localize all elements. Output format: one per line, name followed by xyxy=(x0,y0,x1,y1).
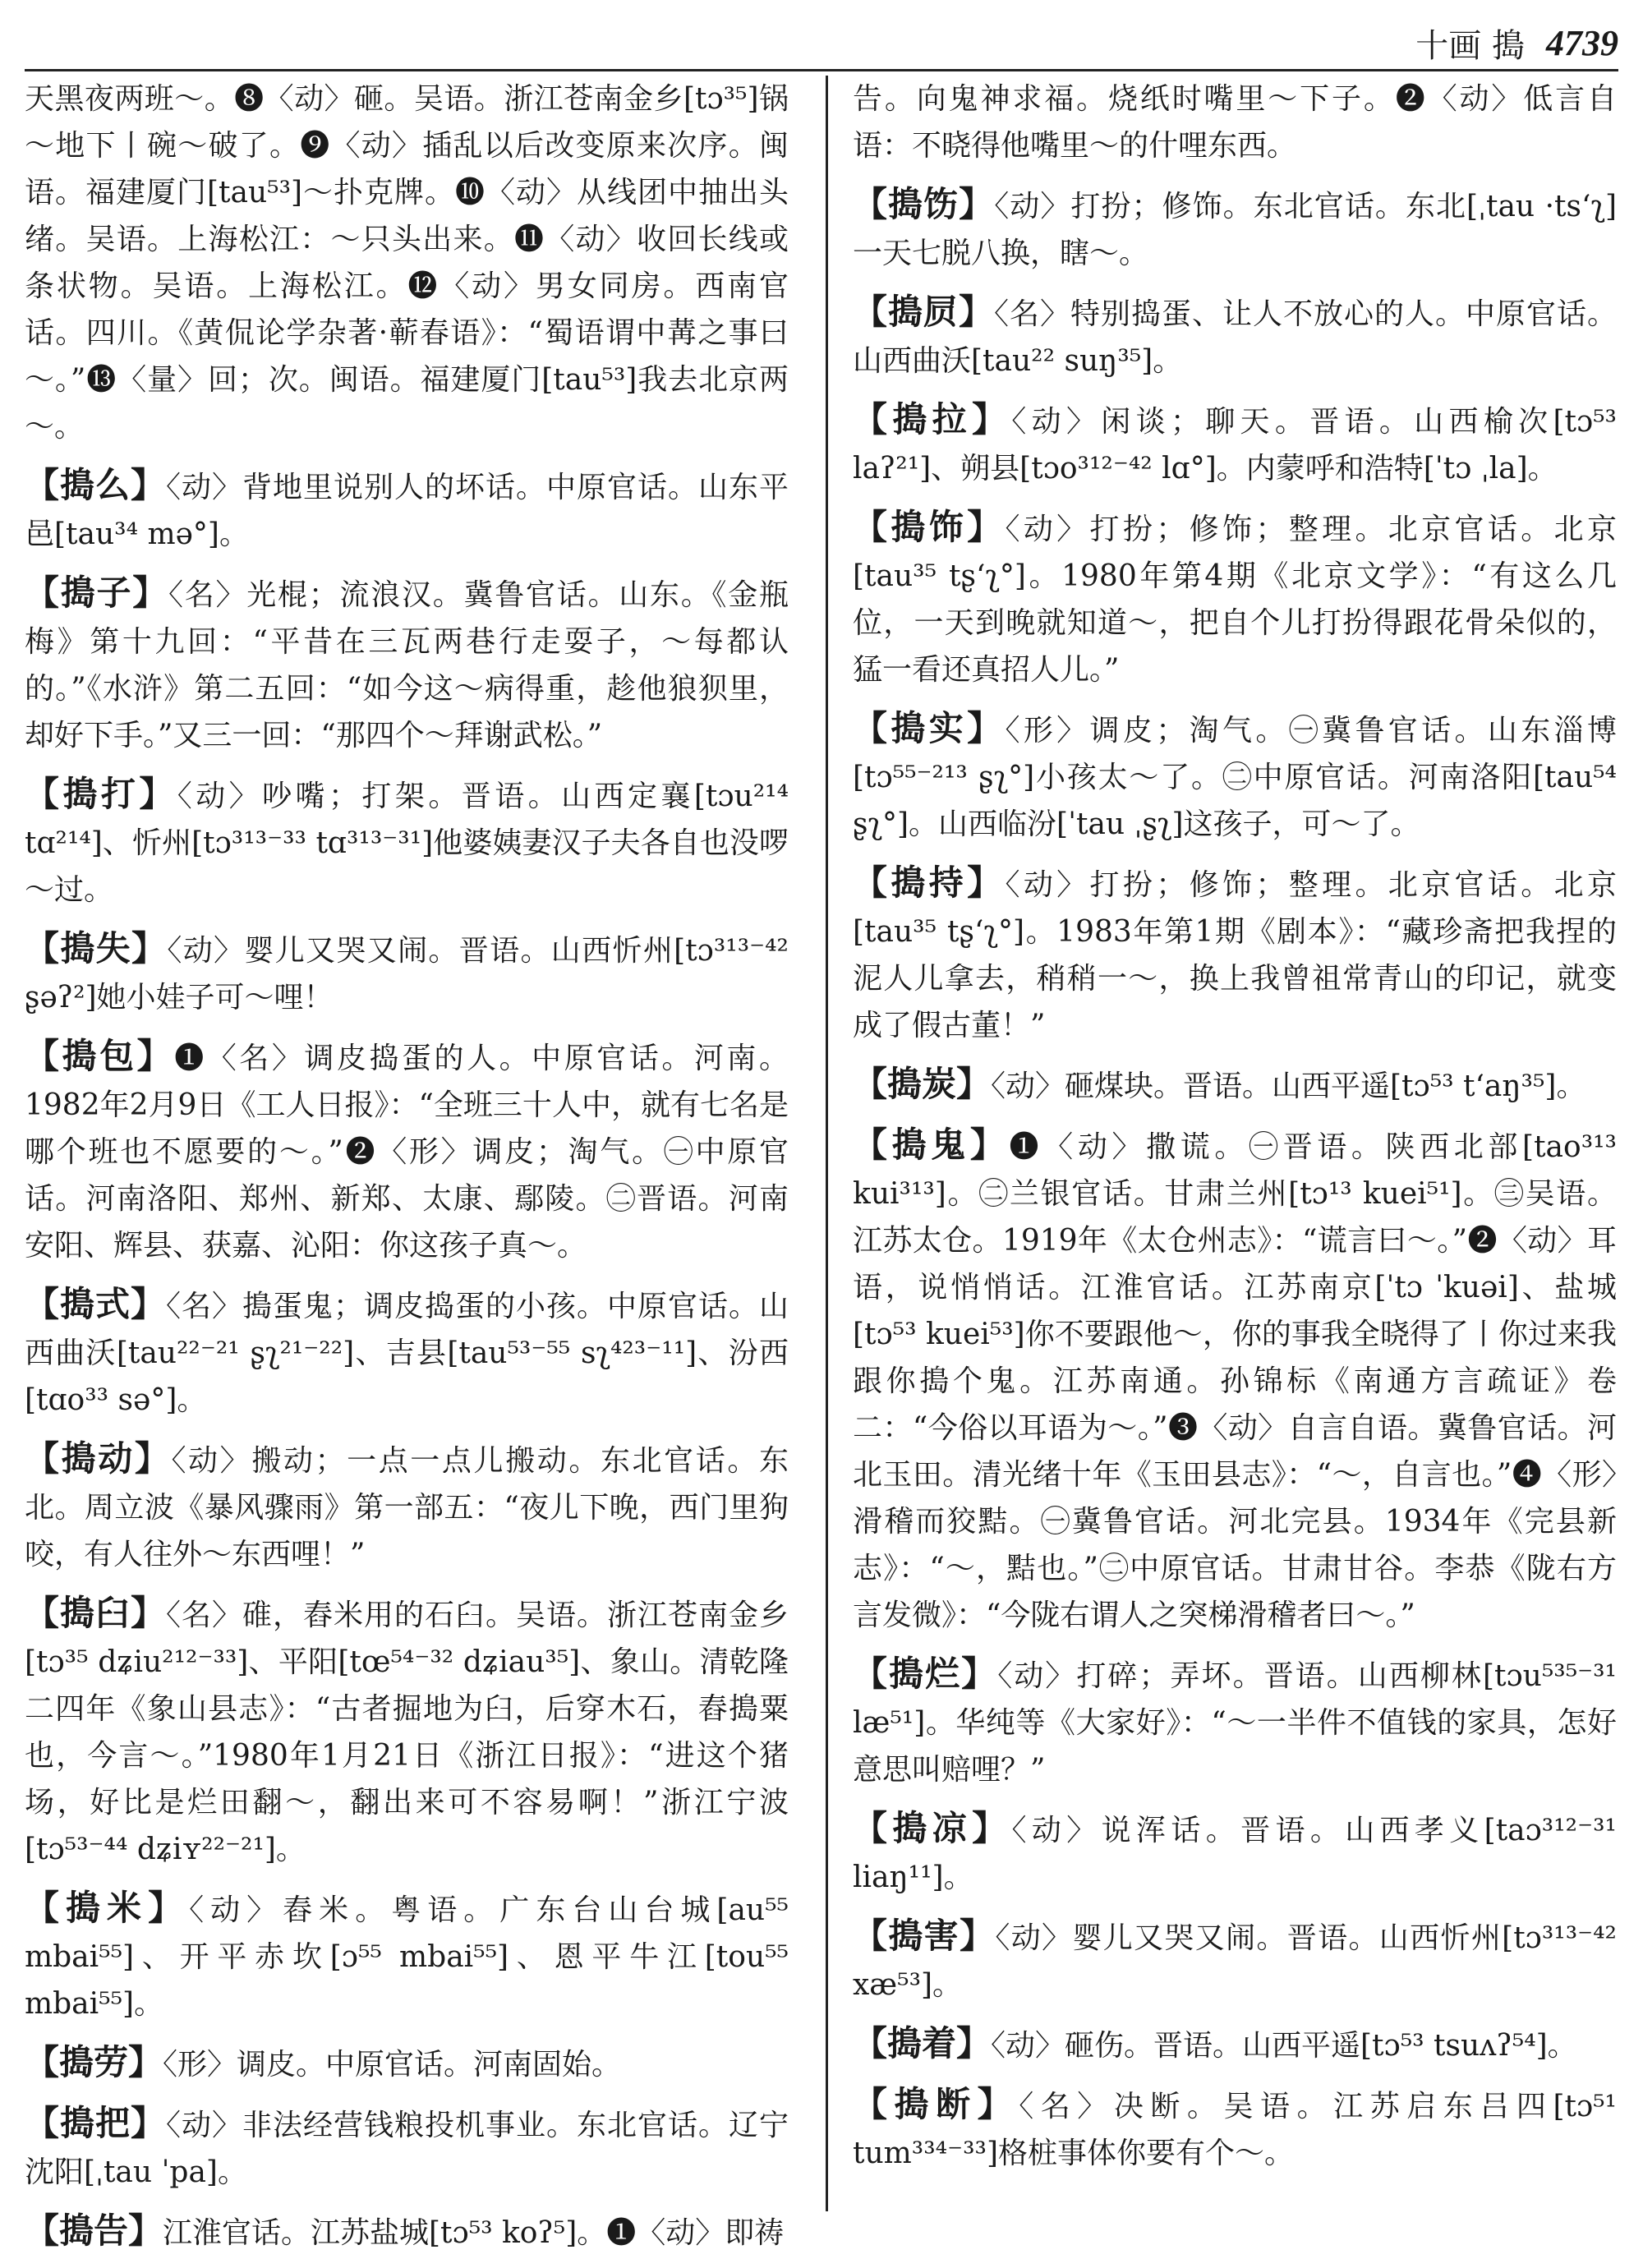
dictionary-entry xyxy=(25,2100,789,2196)
entry-text xyxy=(853,181,1617,277)
entry-headword: 【搗持】 xyxy=(853,863,1006,903)
dictionary-entry xyxy=(853,2081,1617,2177)
entry-text xyxy=(853,396,1617,492)
entry-headword: 【搗子】 xyxy=(25,573,168,613)
entry-headword: 【搗烂】 xyxy=(853,1654,998,1694)
entry-headword: 【搗臼】 xyxy=(25,1593,166,1633)
dictionary-entry xyxy=(853,2020,1617,2069)
entry-headword: 【搗害】 xyxy=(853,1916,996,1956)
dictionary-entry xyxy=(853,705,1617,848)
entry-definition: 〈名〉光棍；流浪汉。冀鲁官话。山东。《金瓶梅》第十九回：“平昔在三瓦两巷行走耍子，～每都认的。”《水浒》第二五回：“如今这～病得重，趁他狼狈里，却好下手。”又三一回：“那四个～拜谢武松。” xyxy=(25,578,789,752)
dictionary-entry xyxy=(853,181,1617,277)
header-title: 十画 搗 xyxy=(1415,26,1525,65)
dictionary-entry xyxy=(25,2207,789,2256)
entry-text xyxy=(853,1060,1617,1110)
entry-definition: 〈名〉特别捣蛋、让人不放心的人。中原官话。山西曲沃[tau²² suŋ³⁵]。 xyxy=(853,297,1617,378)
dictionary-entry xyxy=(853,288,1617,384)
entry-definition: 〈动〉吵嘴；打架。晋语。山西定襄[tɔu²¹⁴ tɑ²¹⁴]、忻州[tɔ³¹³⁻³³ tɑ³¹³⁻³¹]他婆姨妻汉子夫各自也没啰～过。 xyxy=(25,780,789,907)
entry-definition: 〈动〉婴儿又哭又闹。晋语。山西忻州[tɔ³¹³⁻⁴² xæ⁵³]。 xyxy=(853,1921,1617,2002)
dictionary-entry xyxy=(25,1589,789,1873)
entry-definition: 〈动〉打扮；修饰；整理。北京官话。北京[tau³⁵ tʂʻʅ°]。1983年第1期《剧本》：“藏珍斋把我捏的泥人儿拿去，稍稍一～，换上我曾祖常青山的印记，就变成了假古董！” xyxy=(853,868,1617,1042)
entry-definition: 〈动〉婴儿又哭又闹。晋语。山西忻州[tɔ³¹³⁻⁴² ʂəʔ²]她小娃子可～哩！ xyxy=(25,934,789,1014)
dictionary-entry xyxy=(853,1121,1617,1639)
entry-headword: 【搗把】 xyxy=(25,2103,166,2143)
dictionary-entry xyxy=(853,1805,1617,1901)
dictionary-entry xyxy=(853,396,1617,492)
dictionary-entry xyxy=(853,1912,1617,2008)
entry-headword: 【搗米】 xyxy=(25,1888,190,1928)
left-entry-list xyxy=(25,462,789,2256)
entry-text xyxy=(853,288,1617,384)
entry-text xyxy=(853,859,1617,1049)
entry-definition: 〈动〉说浑话。晋语。山西孝义[taɔ³¹²⁻³¹ liaŋ¹¹]。 xyxy=(853,1814,1617,1894)
entry-definition: 〈动〉打扮；修饰；整理。北京官话。北京[tau³⁵ tʂʻʅ°]。1980年第4期《北京文学》：“有这么几位，一天到晚就知道～，把自个儿打扮得跟花骨朵似的，猛一看还真招人儿。” xyxy=(853,513,1617,687)
entry-headword: 【搗炭】 xyxy=(853,1064,992,1104)
right-entry-list xyxy=(853,181,1617,2177)
entry-definition: 〈动〉打碎；弄坏。晋语。山西柳林[tɔu⁵³⁵⁻³¹ læ⁵¹]。华纯等《大家好》：“～一半件不值钱的家具，怎好意思叫赔哩？” xyxy=(853,1659,1617,1787)
entry-definition: 〈动〉非法经营钱粮投机事业。东北官话。辽宁沈阳[ˌtau ˈpa]。 xyxy=(25,2109,789,2189)
entry-definition: ❶〈动〉撒谎。㊀晋语。陕西北部[tao³¹³ kui³¹³]。㊁兰银官话。甘肃兰州[tɔ¹³ kuei⁵¹]。㊂吴语。江苏太仓。1919年《太仓州志》：“谎言曰～。”❷〈动〉耳语，说悄悄话。江淮官话。江苏南京[ˈtɔ ˈkuəi]、盐城[tɔ⁵³ kuei⁵³]你不要跟他～，你的事我全晓得了丨你过来我跟你搗个鬼。江苏南通。孙锦标《南通方言疏证》卷二：“今俗以耳语为～。”❸〈动〉自言自语。冀鲁官话。河北玉田。清光绪十年《玉田县志》：“～，自言也。”❹〈形〉滑稽而狡黠。㊀冀鲁官话。河北完县。1934年《完县新志》：“～，黠也。”㊁中原官话。甘肃甘谷。李恭《陇右方言发微》：“今陇右谓人之突梯滑稽者曰～。” xyxy=(853,1130,1617,1632)
entry-headword: 【搗包】 xyxy=(25,1036,175,1076)
entry-text xyxy=(25,2207,789,2256)
entry-definition: 〈动〉砸伤。晋语。山西平遥[tɔ⁵³ tsuʌʔ⁵⁴]。 xyxy=(991,2029,1577,2063)
dictionary-entry xyxy=(853,504,1617,693)
page-number: 4739 xyxy=(1546,22,1618,63)
dictionary-entry xyxy=(25,1033,789,1269)
entry-text xyxy=(25,1884,789,2027)
dictionary-entry xyxy=(853,1650,1617,1793)
entry-text xyxy=(853,1121,1617,1639)
entry-definition: 〈名〉搗蛋鬼；调皮捣蛋的小孩。中原官话。山西曲沃[tau²²⁻²¹ ʂʅ²¹⁻²²]、吉县[tau⁵³⁻⁵⁵ sʅ⁴²³⁻¹¹]、汾西[tɑo³³ sə°]。 xyxy=(25,1290,789,1417)
entry-headword: 【搗失】 xyxy=(25,928,168,968)
entry-definition: ❶〈名〉调皮捣蛋的人。中原官话。河南。1982年2月9日《工人日报》：“全班三十人中，就有七名是哪个班也不愿要的～。”❷〈形〉调皮；淘气。㊀中原官话。河南洛阳、郑州、新郑、太康、鄢陵。㊁晋语。河南安阳、辉县、获嘉、沁阳：你这孩子真～。 xyxy=(25,1042,789,1263)
entry-text xyxy=(25,2039,789,2088)
entry-text xyxy=(853,2081,1617,2177)
entry-headword: 【搗么】 xyxy=(25,465,166,505)
entry-text xyxy=(25,1281,789,1424)
entry-definition: 〈动〉背地里说别人的坏话。中原官话。山东平邑[tau³⁴ mə°]。 xyxy=(25,471,789,551)
entry-definition: 〈动〉闲谈；聊天。晋语。山西榆次[tɔ⁵³ laʔ²¹]、朔县[tɔo³¹²⁻⁴² lɑ°]。内蒙呼和浩特[ˈtɔ ˌla]。 xyxy=(853,405,1617,485)
entry-text xyxy=(25,1033,789,1269)
entry-text xyxy=(853,705,1617,848)
right-continuation-text: 告。向鬼神求福。烧纸时嘴里～下子。❷〈动〉低言自语：不晓得他嘴里～的什哩东西。 xyxy=(853,82,1617,163)
entry-definition: 〈名〉碓，舂米用的石臼。吴语。浙江苍南金乡[tɔ³⁵ dʑiu²¹²⁻³³]、平阳[tœ⁵⁴⁻³² dʑiau³⁵]、象山。清乾隆二四年《象山县志》：“古者掘地为臼，后穿木石，舂搗粟也，今言～。”1980年1月21日《浙江日报》：“进这个猪场，好比是烂田翻～，翻出来可不容易啊！”浙江宁波[tɔ⁵³⁻⁴⁴ dʑiʏ²²⁻²¹]。 xyxy=(25,1599,789,1866)
entry-definition: 〈动〉砸煤块。晋语。山西平遥[tɔ⁵³ tʻaŋ³⁵]。 xyxy=(991,1070,1586,1103)
entry-text xyxy=(25,925,789,1021)
entry-headword: 【搗劳】 xyxy=(25,2042,163,2082)
entry-text xyxy=(853,1912,1617,2008)
entry-headword: 【搗拉】 xyxy=(853,399,1012,439)
entry-headword: 【搗饰】 xyxy=(853,507,1006,547)
entry-headword: 【搗式】 xyxy=(25,1284,166,1324)
dictionary-entry xyxy=(853,1060,1617,1110)
dictionary-entry xyxy=(25,1435,789,1578)
dictionary-entry xyxy=(25,1884,789,2027)
entry-text xyxy=(25,462,789,558)
entry-definition: 〈动〉舂米。粤语。广东台山台城[au⁵⁵ mbai⁵⁵]、开平赤坎[ɔ⁵⁵ mbai⁵⁵]、恩平牛江[tou⁵⁵ mbai⁵⁵]。 xyxy=(25,1893,789,2021)
entry-headword: 【搗凉】 xyxy=(853,1808,1012,1848)
left-continuation-text: 天黑夜两班～。❽〈动〉砸。吴语。浙江苍南金乡[tɔ³⁵]锅～地下丨碗～破了。❾〈动〉插乱以后改变原来次序。闽语。福建厦门[tau⁵³]～扑克牌。❿〈动〉从线团中抽出头绪。吴语。上海松江：～只头出来。⓫〈动〉收回长线或条状物。吴语。上海松江。⓬〈动〉男女同房。西南官话。四川。《黄侃论学杂著·蕲春语》：“蜀语谓中冓之事曰～。”⓭〈量〉回；次。闽语。福建厦门[tau⁵³]我去北京两～。 xyxy=(25,82,789,444)
dictionary-entry xyxy=(25,462,789,558)
entry-text xyxy=(853,504,1617,693)
dictionary-entry xyxy=(25,1281,789,1424)
entry-definition: 〈名〉决断。吴语。江苏启东吕四[tɔ⁵¹ tum³³⁴⁻³³]格桩事体你要有个～。 xyxy=(853,2090,1617,2170)
dictionary-entry xyxy=(25,771,789,913)
entry-headword: 【搗着】 xyxy=(853,2023,992,2063)
entry-headword: 【搗实】 xyxy=(853,708,1006,748)
entry-definition: 〈形〉调皮；淘气。㊀冀鲁官话。山东淄博[tɔ⁵⁵⁻²¹³ ʂʅ°]小孩太～了。㊁中原官话。河南洛阳[tau⁵⁴ ʂʅ°]。山西临汾[ˈtau ˌʂʅ]这孩子，可～了。 xyxy=(853,714,1617,841)
entry-definition: 〈动〉打扮；修饰。东北官话。东北[ˌtau ·tsʻʅ]一天七脱八换，瞎～。 xyxy=(853,190,1617,270)
entry-headword: 【搗动】 xyxy=(25,1438,172,1479)
entry-text xyxy=(25,2100,789,2196)
entry-headword: 【搗断】 xyxy=(853,2084,1019,2124)
page-header xyxy=(1306,18,1618,67)
dictionary-entry xyxy=(853,859,1617,1049)
entry-text xyxy=(853,2020,1617,2069)
entry-headword: 【搗鬼】 xyxy=(853,1125,1010,1165)
right-column xyxy=(853,76,1617,2188)
entry-headword: 【搗告】 xyxy=(25,2210,163,2251)
entry-text xyxy=(25,1589,789,1873)
column-divider xyxy=(826,76,828,2211)
entry-headword: 【搗饬】 xyxy=(853,184,995,224)
entry-text xyxy=(25,569,789,759)
dictionary-entry xyxy=(25,2039,789,2088)
entry-definition: 〈动〉搬动；一点一点儿搬动。东北官话。东北。周立波《暴风骤雨》第一部五：“夜儿下晚，西门里狗咬，有人往外～东西哩！” xyxy=(25,1444,789,1571)
header-rule xyxy=(25,69,1618,71)
entry-headword: 【搗打】 xyxy=(25,774,177,814)
dictionary-entry xyxy=(25,569,789,759)
entry-text xyxy=(853,1650,1617,1793)
entry-text xyxy=(25,771,789,913)
entry-text xyxy=(25,1435,789,1578)
entry-definition: 〈形〉调皮。中原官话。河南固始。 xyxy=(163,2048,622,2082)
entry-text xyxy=(853,1805,1617,1901)
entry-definition: 江淮官话。江苏盐城[tɔ⁵³ koʔ⁵]。❶〈动〉即祷 xyxy=(163,2216,785,2250)
dictionary-entry xyxy=(25,925,789,1021)
left-column xyxy=(25,76,789,2268)
entry-headword: 【搗屃】 xyxy=(853,292,994,332)
